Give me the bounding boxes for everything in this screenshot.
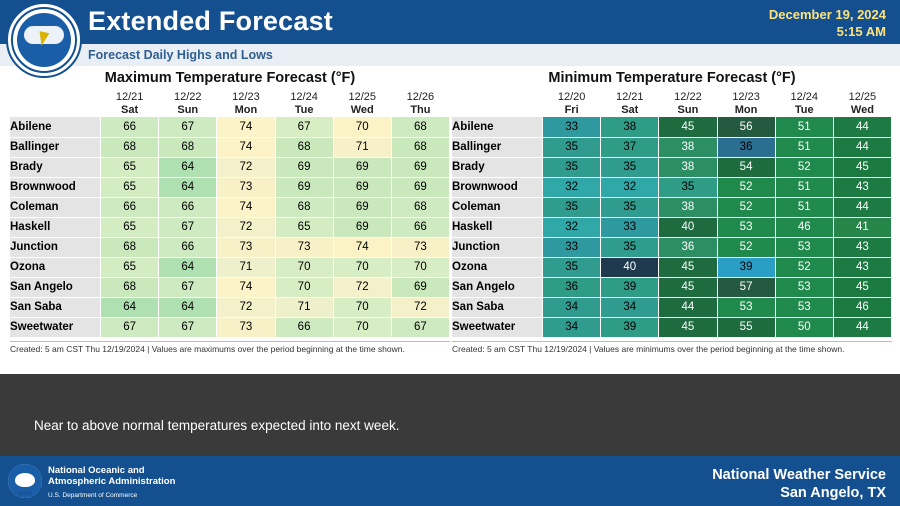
min-temp-cell: 35: [601, 157, 659, 177]
min-col-day-5: Wed: [850, 104, 874, 116]
max-temp-cell: 70: [275, 257, 333, 277]
max-temp-cell: 69: [391, 277, 449, 297]
min-city-label: San Angelo: [452, 277, 543, 297]
min-temp-cell: 45: [833, 277, 891, 297]
max-city-label: Abilene: [10, 117, 101, 137]
table-row: [10, 217, 450, 237]
office-identifier: [712, 466, 886, 502]
max-city-label: Brownwood: [10, 177, 101, 197]
max-temp-cell: 72: [217, 297, 275, 317]
noaa-logo-icon: NOAA: [8, 464, 42, 498]
min-col-day-2: Sun: [677, 104, 699, 116]
max-temp-cell: 72: [217, 157, 275, 177]
min-table-header-row: [452, 91, 892, 117]
max-city-label: San Saba: [10, 297, 101, 317]
table-row: [452, 297, 892, 317]
max-temp-cell: 68: [101, 277, 159, 297]
max-col-header-5: [391, 91, 449, 117]
max-temp-cell: 66: [159, 237, 217, 257]
max-temp-cell: 74: [217, 137, 275, 157]
issuance-time: 5:15 AM: [836, 24, 886, 39]
page-subtitle: Forecast Daily Highs and Lows: [88, 48, 273, 62]
min-temp-cell: 53: [775, 297, 833, 317]
min-temp-cell: 53: [717, 297, 775, 317]
table-row: [10, 277, 450, 297]
min-temp-cell: 44: [833, 117, 891, 137]
max-col-date-3: 12/24: [290, 91, 318, 103]
table-row: [10, 237, 450, 257]
max-city-label: Brady: [10, 157, 101, 177]
min-temp-cell: 53: [775, 277, 833, 297]
max-temp-cell: 74: [217, 117, 275, 137]
max-temp-cell: 67: [391, 317, 449, 337]
min-temp-cell: 53: [775, 237, 833, 257]
max-temp-cell: 68: [391, 117, 449, 137]
min-temp-cell: 46: [775, 217, 833, 237]
max-temp-cell: 72: [333, 277, 391, 297]
min-col-day-0: Fri: [564, 104, 579, 116]
table-row: [452, 257, 892, 277]
min-temp-cell: 52: [717, 177, 775, 197]
min-col-date-1: 12/21: [616, 91, 644, 103]
min-temp-cell: 36: [659, 237, 717, 257]
max-temp-cell: 70: [333, 297, 391, 317]
max-temp-cell: 64: [159, 257, 217, 277]
min-col-header-5: [833, 91, 891, 117]
max-city-label: Ozona: [10, 257, 101, 277]
min-temp-cell: 51: [775, 197, 833, 217]
min-temp-cell: 51: [775, 137, 833, 157]
max-col-header-1: [159, 91, 217, 117]
max-temp-cell: 68: [159, 137, 217, 157]
max-temp-cell: 73: [217, 237, 275, 257]
min-temp-cell: 44: [833, 317, 891, 337]
max-temp-cell: 72: [217, 217, 275, 237]
max-temp-cell: 73: [275, 237, 333, 257]
max-col-date-2: 12/23: [232, 91, 260, 103]
min-temp-cell: 33: [543, 237, 601, 257]
min-temp-cell: 45: [659, 317, 717, 337]
min-temp-cell: 43: [833, 257, 891, 277]
min-temp-cell: 50: [775, 317, 833, 337]
noaa-line-3: U.S. Department of Commerce: [48, 492, 138, 499]
min-temp-cell: 44: [659, 297, 717, 317]
max-temp-cell: 71: [217, 257, 275, 277]
max-temp-cell: 66: [101, 117, 159, 137]
min-temp-cell: 32: [543, 177, 601, 197]
min-temp-cell: 52: [775, 157, 833, 177]
min-temp-cell: 33: [601, 217, 659, 237]
max-city-label: Coleman: [10, 197, 101, 217]
min-temp-cell: 45: [659, 257, 717, 277]
max-col-day-4: Wed: [350, 104, 374, 116]
max-temp-cell: 69: [391, 157, 449, 177]
max-temp-cell: 64: [159, 177, 217, 197]
min-col-header-0: [543, 91, 601, 117]
max-temp-cell: 69: [391, 177, 449, 197]
page-title: Extended Forecast: [88, 6, 333, 36]
max-temp-cell: 70: [275, 277, 333, 297]
min-temp-cell: 32: [543, 217, 601, 237]
max-temperature-table: [10, 91, 450, 338]
table-row: [452, 157, 892, 177]
max-temp-cell: 68: [275, 137, 333, 157]
table-row: [452, 137, 892, 157]
min-temp-cell: 40: [659, 217, 717, 237]
min-col-day-3: Mon: [734, 104, 758, 116]
max-temp-cell: 73: [217, 177, 275, 197]
min-city-label: Brady: [452, 157, 543, 177]
nws-logo-icon: [6, 2, 82, 78]
min-temp-cell: 36: [543, 277, 601, 297]
min-city-label: Coleman: [452, 197, 543, 217]
max-table-header-row: [10, 91, 450, 117]
max-temp-cell: 69: [333, 217, 391, 237]
min-temp-cell: 40: [601, 257, 659, 277]
max-temp-cell: 69: [333, 197, 391, 217]
min-temp-cell: 34: [601, 297, 659, 317]
max-temp-cell: 69: [333, 177, 391, 197]
max-temp-cell: 64: [159, 157, 217, 177]
max-temp-cell: 64: [159, 297, 217, 317]
min-col-date-2: 12/22: [674, 91, 702, 103]
min-temp-cell: 35: [543, 257, 601, 277]
min-col-header-3: [717, 91, 775, 117]
min-temp-cell: 35: [601, 197, 659, 217]
min-table-body: [452, 117, 892, 337]
min-temp-cell: 43: [833, 177, 891, 197]
max-temp-cell: 70: [333, 117, 391, 137]
min-temp-cell: 44: [833, 137, 891, 157]
min-temp-cell: 52: [717, 197, 775, 217]
max-temp-cell: 66: [391, 217, 449, 237]
min-footnote: Created: 5 am CST Thu 12/19/2024 | Values are minimums over the period beginning at the time shown.: [452, 341, 892, 354]
min-col-date-0: 12/20: [557, 91, 586, 103]
max-col-header-4: [333, 91, 391, 117]
max-temp-cell: 65: [101, 177, 159, 197]
table-row: [10, 257, 450, 277]
min-temp-cell: 52: [717, 237, 775, 257]
table-row: [10, 157, 450, 177]
max-temp-cell: 64: [101, 297, 159, 317]
min-temp-cell: 41: [833, 217, 891, 237]
min-temp-cell: 35: [659, 177, 717, 197]
min-temp-cell: 57: [717, 277, 775, 297]
max-temp-cell: 74: [217, 277, 275, 297]
min-temp-cell: 34: [543, 317, 601, 337]
min-temp-cell: 45: [833, 157, 891, 177]
min-temp-cell: 36: [717, 137, 775, 157]
max-temp-cell: 73: [217, 317, 275, 337]
table-row: [10, 137, 450, 157]
max-temp-cell: 72: [391, 297, 449, 317]
min-temp-cell: 39: [601, 317, 659, 337]
min-temp-cell: 32: [601, 177, 659, 197]
max-col-day-3: Tue: [294, 104, 314, 116]
min-col-date-3: 12/23: [732, 91, 760, 103]
min-temp-cell: 44: [833, 197, 891, 217]
table-row: [452, 217, 892, 237]
min-temp-cell: 52: [775, 257, 833, 277]
table-row: [10, 317, 450, 337]
min-panel-title: Minimum Temperature Forecast (°F): [548, 70, 796, 86]
table-row: [10, 297, 450, 317]
message-band: [0, 374, 900, 456]
max-temp-cell: 67: [159, 117, 217, 137]
min-temp-cell: 43: [833, 237, 891, 257]
table-row: [10, 117, 450, 137]
max-temp-cell: 65: [101, 217, 159, 237]
min-col-date-4: 12/24: [790, 91, 818, 103]
forecast-message: Near to above normal temperatures expected into next week.: [34, 418, 400, 433]
max-col-day-2: Mon: [234, 104, 258, 116]
min-temp-cell: 38: [659, 197, 717, 217]
min-temp-cell: 35: [601, 237, 659, 257]
min-temp-cell: 35: [543, 137, 601, 157]
min-temperature-table: [452, 91, 892, 338]
max-temp-cell: 70: [391, 257, 449, 277]
max-table-body: [10, 117, 450, 337]
table-row: [452, 197, 892, 217]
max-city-label: San Angelo: [10, 277, 101, 297]
max-temp-cell: 68: [101, 237, 159, 257]
min-temp-cell: 53: [717, 217, 775, 237]
issuance-date: December 19, 2024: [768, 7, 886, 22]
issuance-datetime: [769, 6, 886, 40]
max-temp-cell: 70: [333, 257, 391, 277]
max-temp-cell: 74: [217, 197, 275, 217]
min-temp-cell: 56: [717, 117, 775, 137]
header-bar: [0, 0, 900, 66]
min-temp-cell: 35: [543, 157, 601, 177]
max-col-day-5: Thu: [410, 104, 431, 116]
min-col-header-1: [601, 91, 659, 117]
max-temp-cell: 70: [333, 317, 391, 337]
table-row: [452, 177, 892, 197]
min-col-header-2: [659, 91, 717, 117]
min-col-header-4: [775, 91, 833, 117]
office-name: National Weather Service: [712, 467, 886, 483]
min-city-label: Brownwood: [452, 177, 543, 197]
max-col-header-0: [101, 91, 159, 117]
min-temp-cell: 45: [659, 277, 717, 297]
min-temp-cell: 38: [659, 157, 717, 177]
min-col-date-5: 12/25: [848, 91, 877, 103]
min-city-label: San Saba: [452, 297, 543, 317]
max-footnote: Created: 5 am CST Thu 12/19/2024 | Values are maximums over the period beginning at the time shown.: [10, 341, 450, 354]
max-col-day-0: Sat: [121, 104, 139, 116]
min-city-label: Haskell: [452, 217, 543, 237]
min-temp-cell: 38: [601, 117, 659, 137]
min-temp-cell: 33: [543, 117, 601, 137]
min-city-label: Sweetwater: [452, 317, 543, 337]
noaa-line-1: National Oceanic and: [48, 465, 145, 476]
max-temp-cell: 65: [101, 257, 159, 277]
table-row: [452, 317, 892, 337]
max-temp-cell: 69: [275, 157, 333, 177]
max-col-day-1: Sun: [177, 104, 199, 116]
max-col-date-1: 12/22: [174, 91, 202, 103]
table-row: [452, 117, 892, 137]
max-temp-cell: 66: [159, 197, 217, 217]
max-temp-cell: 68: [275, 197, 333, 217]
max-temp-cell: 65: [275, 217, 333, 237]
table-row: [10, 197, 450, 217]
max-col-header-3: [275, 91, 333, 117]
max-temp-cell: 73: [391, 237, 449, 257]
office-location: San Angelo, TX: [780, 485, 886, 501]
max-temp-cell: 68: [391, 137, 449, 157]
min-city-label: Ballinger: [452, 137, 543, 157]
max-temp-cell: 65: [101, 157, 159, 177]
footer-bar: [0, 456, 900, 506]
min-temperature-panel: [452, 70, 892, 354]
max-temp-cell: 68: [101, 137, 159, 157]
min-col-day-4: Tue: [794, 104, 814, 116]
max-temp-cell: 67: [101, 317, 159, 337]
max-col-date-4: 12/25: [348, 91, 376, 103]
min-city-label: Junction: [452, 237, 543, 257]
min-city-label: Abilene: [452, 117, 543, 137]
max-temp-cell: 67: [275, 117, 333, 137]
min-city-label: Ozona: [452, 257, 543, 277]
max-temp-cell: 67: [159, 277, 217, 297]
noaa-line-2: Atmospheric Administration: [48, 476, 176, 487]
max-temp-cell: 74: [333, 237, 391, 257]
max-temp-cell: 71: [333, 137, 391, 157]
max-col-date-0: 12/21: [115, 91, 144, 103]
min-table-corner: [452, 91, 543, 117]
min-temp-cell: 45: [659, 117, 717, 137]
max-temp-cell: 67: [159, 217, 217, 237]
min-temp-cell: 51: [775, 117, 833, 137]
min-temp-cell: 39: [717, 257, 775, 277]
min-temp-cell: 55: [717, 317, 775, 337]
max-temp-cell: 69: [275, 177, 333, 197]
max-city-label: Haskell: [10, 217, 101, 237]
min-temp-cell: 38: [659, 137, 717, 157]
min-temp-cell: 46: [833, 297, 891, 317]
table-row: [10, 177, 450, 197]
table-row: [452, 277, 892, 297]
max-temp-cell: 67: [159, 317, 217, 337]
min-temp-cell: 51: [775, 177, 833, 197]
min-temp-cell: 39: [601, 277, 659, 297]
max-col-date-5: 12/26: [406, 91, 435, 103]
table-row: [452, 237, 892, 257]
max-table-corner: [10, 91, 101, 117]
max-city-label: Junction: [10, 237, 101, 257]
max-temp-cell: 69: [333, 157, 391, 177]
min-temp-cell: 54: [717, 157, 775, 177]
min-col-day-1: Sat: [621, 104, 639, 116]
max-temp-cell: 68: [391, 197, 449, 217]
min-temp-cell: 37: [601, 137, 659, 157]
min-temp-cell: 35: [543, 197, 601, 217]
max-temp-cell: 66: [101, 197, 159, 217]
max-temp-cell: 71: [275, 297, 333, 317]
max-panel-title: Maximum Temperature Forecast (°F): [104, 70, 356, 86]
max-temperature-panel: [10, 70, 450, 354]
max-city-label: Sweetwater: [10, 317, 101, 337]
noaa-agency-text: [48, 465, 175, 501]
max-col-header-2: [217, 91, 275, 117]
max-temp-cell: 66: [275, 317, 333, 337]
min-temp-cell: 34: [543, 297, 601, 317]
max-city-label: Ballinger: [10, 137, 101, 157]
